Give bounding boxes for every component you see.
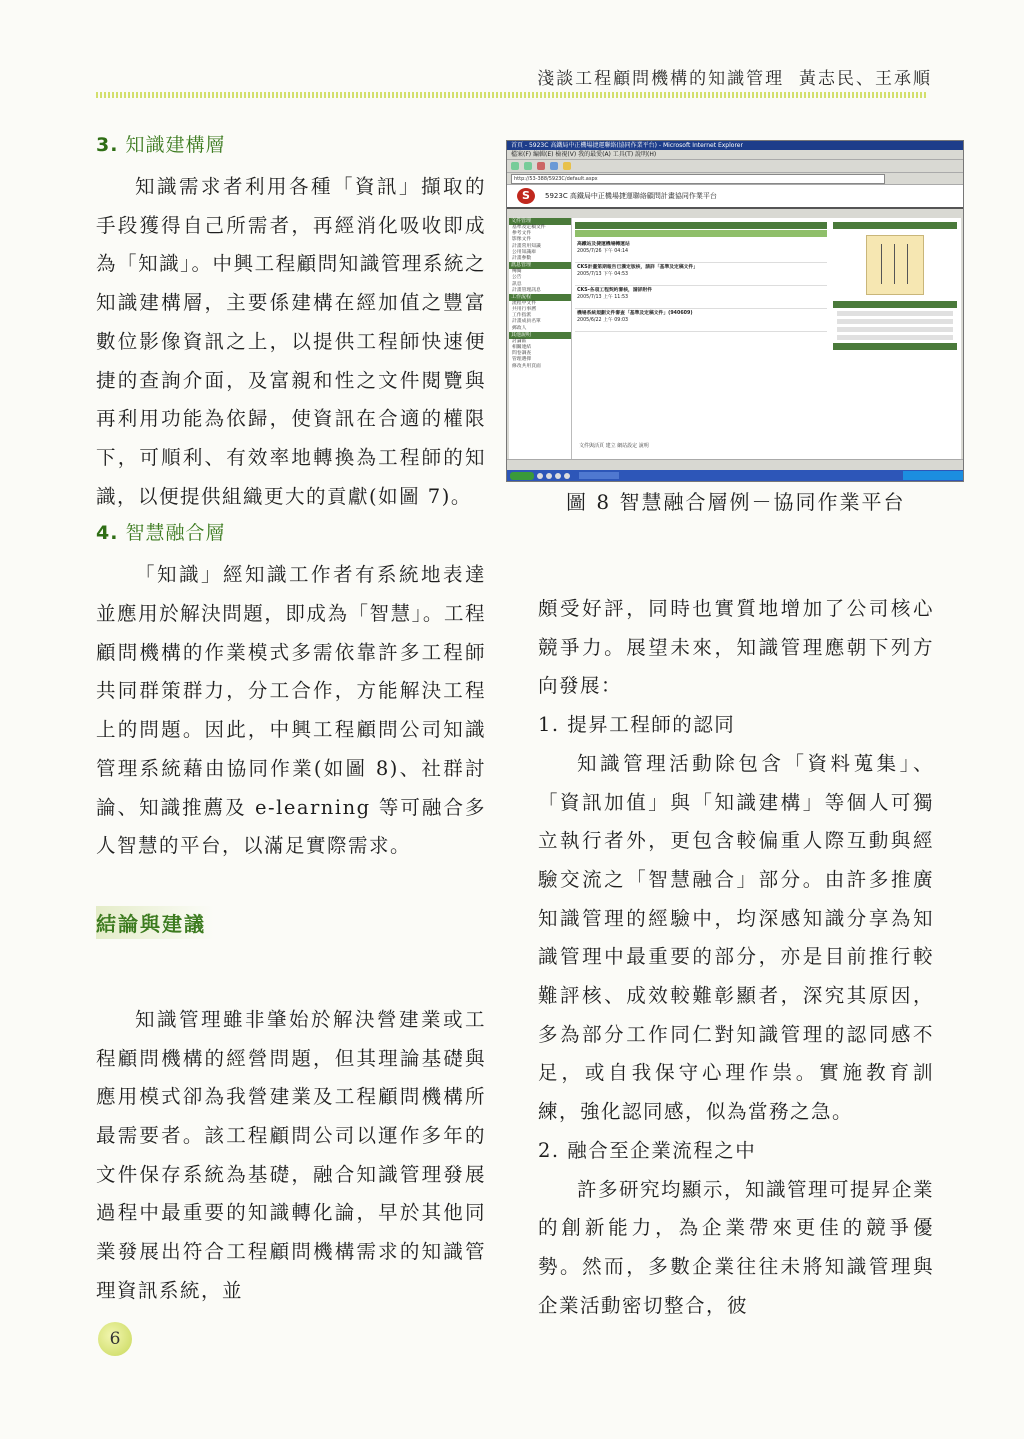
quicklaunch-icon — [546, 473, 552, 479]
right-column — [538, 590, 934, 1325]
announcement-row — [575, 263, 827, 286]
status-bar — [507, 459, 963, 470]
sidebar-item: 傳閱 — [512, 269, 522, 275]
announcement-title: 高鐵站及捷運機場轉運站 — [577, 242, 630, 247]
sidebar-item: 公用知識庫 — [512, 249, 536, 255]
sidebar-item: 計畫參數 — [512, 255, 532, 261]
browser-toolbar — [507, 160, 963, 173]
taskbar-app — [579, 472, 619, 479]
calligraphy-image — [866, 235, 924, 295]
company-logo: S — [517, 188, 535, 204]
quicklaunch-icon — [564, 473, 570, 479]
sidebar-item: 計畫常用知識 — [512, 243, 541, 249]
main-header-bar — [575, 222, 827, 229]
sidebar-item: 計畫管理訊息 — [512, 287, 541, 293]
portal-right-panel — [833, 222, 957, 455]
announcement-title: CKS-各項工程契約審核，請詳附件 — [577, 288, 653, 293]
section-number: 4. — [96, 522, 119, 545]
continued-paragraph: 頗受好評，同時也實質地增加了公司核心競爭力。展望未來，知識管理應朝下列方向發展： — [538, 597, 934, 698]
refresh-icon — [550, 162, 558, 170]
section-heading-3 — [96, 128, 486, 162]
header-authors: 黃志民、王承順 — [799, 69, 932, 89]
header-title: 淺談工程顧問機構的知識管理 — [537, 69, 785, 89]
portal-header — [507, 185, 963, 209]
menu-bar: 檔案(F) 編輯(E) 檢視(V) 我的最愛(A) 工具(T) 說明(H) — [507, 150, 963, 160]
portal-main — [575, 222, 827, 455]
announcement-title: CKS計畫第期報告已獲定版核，請詳「基準及定稿文件」 — [577, 265, 699, 270]
sidebar-item: 公告 — [512, 275, 522, 281]
portal-footer-links: 文件與活頁 建立 網站設定 說明 — [579, 443, 649, 449]
calligraphy-stroke — [881, 244, 882, 284]
right-panel-header — [833, 343, 957, 350]
announcement-title: 機場系統規劃文件審查「基準及定稿文件」(940609) — [577, 311, 693, 316]
panel-line — [837, 327, 953, 332]
calligraphy-stroke — [894, 244, 895, 284]
calligraphy-stroke — [907, 244, 908, 284]
sidebar-group: 其他說明 — [509, 332, 571, 339]
taskbar — [507, 470, 963, 481]
sidebar-item: 基準及定稿文件 — [512, 225, 546, 230]
header-rule — [96, 92, 928, 98]
section-number: 3. — [96, 134, 119, 156]
section-heading-4 — [96, 516, 486, 550]
running-header — [537, 64, 932, 89]
collaboration-platform-screenshot — [506, 140, 964, 482]
section4-paragraph: 「知識」經知識工作者有系統地表達並應用於解決問題，即成為「智慧」。工程顧問機構的作業模式多需依靠許多工程師共同群策群力，分工合作，方能解決工程上的問題。因此，中興工程顧問公司知識管理系統藉由協同作業(如圖 8)、社群討論、知識推薦及 e-learning 等可融合多人智慧的平台，以滿足實際需求。 — [96, 563, 486, 858]
sidebar-item: 流程中文件 — [512, 300, 536, 306]
sidebar-item: 工作指派 — [512, 313, 532, 319]
window-title: 首頁 - 5923C 高鐵局中正機場捷運聯絡(協同作業平台) - Microsoft Internet Explorer — [507, 141, 963, 150]
sidebar-item: 管理選擇 — [512, 357, 532, 363]
item1-paragraph: 知識管理活動除包含「資料蒐集」、「資訊加值」與「知識建構」等個人可獨立執行者外，更包含較偏重人際互動與經驗交流之「智慧融合」部分。由許多推廣知識管理的經驗中，均深感知識分享為知識管理中最重要的部分，亦是目前推行較難評核、成效較難彰顯者，深究其原因，多為部分工作同仁對知識管理的認同感不足，或自我保守心理作祟。實施教育訓練，強化認同感，似為當務之急。 — [538, 751, 934, 1124]
back-icon — [511, 162, 519, 170]
address-bar — [507, 173, 963, 185]
main-subheader-bar — [575, 230, 827, 237]
sidebar-item: 訊息 — [512, 281, 522, 287]
sidebar-item: 共用行事曆 — [512, 307, 536, 313]
sidebar-group: 訊息管理 — [509, 262, 571, 269]
address-field: http://53-388/5923C/default.aspx — [511, 174, 885, 184]
announcement-date: 2005/6/22 上午 09:03 — [577, 318, 629, 323]
announcement-date: 2005/7/13 上午 11:53 — [577, 295, 629, 300]
stop-icon — [537, 162, 545, 170]
sidebar-item: 相關連結 — [512, 345, 532, 350]
conclusion-heading: 結論與建議 — [96, 906, 214, 939]
announcement-date: 2005/7/13 下午 04:53 — [577, 272, 629, 277]
start-button — [510, 472, 534, 480]
right-panel-header — [833, 301, 957, 308]
sidebar-item: 參考文件 — [512, 231, 532, 237]
sidebar-item: 問卷調查 — [512, 351, 532, 357]
quicklaunch-icon — [555, 473, 561, 479]
forward-icon — [524, 162, 532, 170]
sidebar-item: 郵政人 — [512, 325, 527, 331]
page-number: 6 — [98, 1322, 132, 1356]
system-tray — [903, 471, 963, 480]
figure-caption: 圖 8 智慧融合層例－協同作業平台 — [566, 490, 906, 514]
item2-heading: 2. 融合至企業流程之中 — [538, 1138, 757, 1162]
sidebar-item: 影像文件 — [512, 237, 532, 243]
sidebar-group: 文件管理 — [509, 218, 571, 225]
portal-body — [509, 218, 961, 459]
section-title: 智慧融合層 — [125, 522, 226, 545]
right-panel-header — [833, 222, 957, 229]
portal-title: 5923C 高鐵局中正機場捷運聯絡顧問計畫協同作業平台 — [545, 192, 717, 200]
sidebar-group: 工作流程 — [509, 294, 571, 301]
announcement-row — [575, 240, 827, 263]
section3-paragraph: 知識需求者利用各種「資訊」擷取的手段獲得自己所需者，再經消化吸收即成為「知識」。中興工程顧問知識管理系統之知識建構層，主要係建構在經加值之豐富數位影像資訊之上，以提供工程師快速便捷的查詢介面，及富親和性之文件閱覽與再利用功能為依歸，使資訊在合適的權限下，可順利、有效率地轉換為工程師的知識，以便提供組織更大的貢獻(如圖 7)。 — [96, 175, 486, 508]
panel-line — [837, 311, 953, 316]
conclusion-paragraph: 知識管理雖非肇始於解決營建業或工程顧問機構的經營問題，但其理論基礎與應用模式卻為我營建業及工程顧問機構所最需要者。該工程顧問公司以運作多年的文件保存系統為基礎，融合知識管理發展過程中最重要的知識轉化論，早於其他同業發展出符合工程顧問機構需求的知識管理資訊系統，並 — [96, 1007, 486, 1302]
sidebar-item: 計畫成員名單 — [512, 319, 541, 325]
left-column — [96, 128, 486, 1311]
quicklaunch-icon — [537, 473, 543, 479]
panel-line — [837, 319, 953, 324]
announcement-date: 2005/7/26 下午 04:14 — [577, 249, 629, 254]
announcement-row — [575, 309, 827, 332]
announcement-row — [575, 286, 827, 309]
item2-paragraph: 許多研究均顯示，知識管理可提昇企業的創新能力，為企業帶來更佳的競爭優勢。然而，多數企業往往未將知識管理與企業活動密切整合，彼 — [538, 1177, 935, 1317]
favorites-icon — [563, 162, 571, 170]
sidebar-item: 討論區 — [512, 338, 527, 344]
panel-line — [837, 335, 953, 340]
sidebar-item: 修改共用頁面 — [512, 363, 541, 369]
portal-sidebar — [509, 218, 572, 459]
item1-heading: 1. 提昇工程師的認同 — [538, 713, 736, 737]
section-title: 知識建構層 — [125, 134, 226, 156]
